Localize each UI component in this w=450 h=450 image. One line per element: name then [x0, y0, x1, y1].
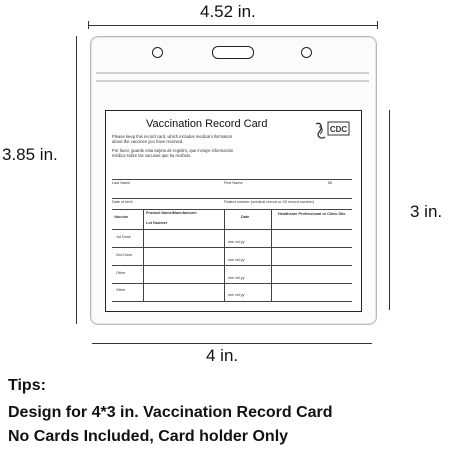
name-line [112, 179, 352, 180]
row-rule-1 [112, 247, 352, 248]
row-label-2: 2nd Dose [116, 253, 133, 257]
cdc-logo-text: CDC [329, 125, 348, 134]
patient-number-label: Patient number (medical record or IIS record number) [224, 200, 315, 204]
tips-line-1: Design for 4*3 in. Vaccination Record Card [8, 404, 333, 421]
header-vaccine: Vaccine [114, 215, 129, 219]
dob-line [112, 198, 352, 199]
intro-spanish: Por favor, guarde esta tarjeta de registro, que incluye información médica sobre las vacunas que ha recibido. [112, 148, 234, 159]
row-label-1: 1st Dose [116, 235, 131, 239]
row-label-4: Other [116, 288, 126, 292]
table-top-rule [112, 209, 352, 210]
row-rule-3 [112, 283, 352, 284]
zip-seal-top [96, 72, 369, 74]
top-dimension-line [88, 25, 378, 26]
header-provider: Healthcare Professional or Clinic Site [278, 212, 346, 216]
card-title: Vaccination Record Card [146, 118, 268, 130]
holder-width-label: 4.52 in. [200, 2, 256, 21]
holder-height-label: 3.85 in. [2, 145, 58, 164]
last-name-label: Last Name [112, 181, 131, 185]
col-divider-1 [143, 209, 144, 301]
right-dimension-line [389, 110, 390, 310]
top-tick-right [377, 21, 378, 29]
row-date-2: mm dd yy [228, 258, 245, 262]
header-lot: Lot Number [146, 221, 168, 225]
col-divider-2 [224, 209, 225, 301]
row-date-3: mm dd yy [228, 276, 245, 280]
punch-hole-right [301, 47, 312, 58]
slot-hole [212, 46, 254, 59]
bottom-dimension-line [92, 343, 372, 344]
dob-label: Date of birth [112, 200, 133, 204]
card-height-label: 3 in. [410, 202, 443, 221]
mi-label: MI [328, 181, 333, 185]
cdc-logo [313, 118, 351, 144]
header-bottom-rule [112, 229, 352, 230]
header-product: Product Name/Manufacturer [146, 211, 197, 215]
tips-line-2: No Cards Included, Card holder Only [8, 428, 289, 445]
header-date: Date [241, 215, 250, 219]
zip-seal-bottom [96, 80, 369, 82]
row-date-4: mm dd yy [228, 293, 245, 297]
card-width-label: 4 in. [206, 346, 239, 365]
tips-heading: Tips: [8, 377, 46, 394]
left-dimension-line [76, 36, 77, 324]
first-name-label: First Name [224, 181, 243, 185]
punch-hole-left [152, 47, 163, 58]
row-rule-4 [112, 301, 352, 302]
vaccination-card [105, 110, 362, 312]
row-rule-2 [112, 265, 352, 266]
intro-english: Please keep this record card, which includes medical information about the vaccines you have received. [112, 134, 233, 145]
row-date-1: mm dd yy [228, 240, 245, 244]
top-tick-left [88, 21, 89, 29]
col-divider-3 [271, 209, 272, 301]
row-label-3: Other [116, 271, 126, 275]
